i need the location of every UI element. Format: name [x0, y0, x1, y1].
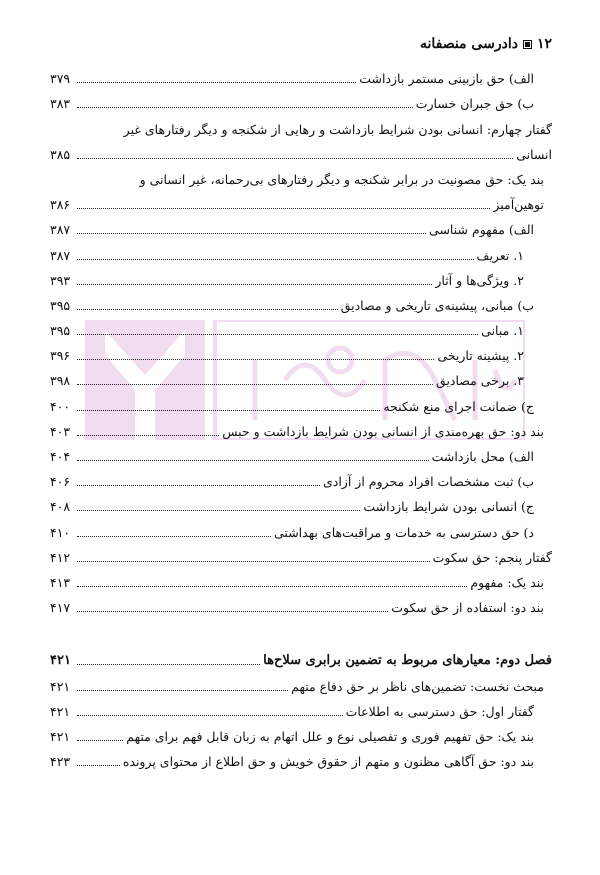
dot-leader	[77, 106, 413, 108]
page-number: ۱۲	[536, 36, 552, 52]
toc-entry[interactable]: الف) حق بازبینی مستمر بازداشت ۳۷۹	[50, 71, 534, 87]
book-title: دادرسی منصفانه	[419, 36, 518, 52]
dot-leader	[77, 689, 288, 691]
toc-entry[interactable]: د) حق دسترسی به خدمات و مراقبت‌های بهداشتی ۴۱۰	[50, 524, 534, 540]
dot-leader	[77, 358, 434, 360]
dot-leader	[77, 258, 474, 260]
dot-leader	[77, 663, 260, 665]
dot-leader	[77, 610, 388, 612]
dot-leader	[77, 459, 429, 461]
dot-leader	[77, 333, 478, 335]
toc-entry[interactable]: گفتار پنجم: حق سکوت ۴۱۲	[50, 549, 552, 565]
toc-entry[interactable]: انسانی ۳۸۵	[50, 146, 552, 162]
toc-entry[interactable]: الف) مفهوم شناسی ۳۸۷	[50, 222, 534, 238]
dot-leader	[77, 409, 380, 411]
toc-entry[interactable]: بند دو: حق بهره‌مندی از انسانی بودن شرایط بازداشت و حبس ۴۰۳	[50, 423, 544, 439]
toc-entry[interactable]: گفتار چهارم: انسانی بودن شرایط بازداشت و رهایی از شکنجه و دیگر رفتارهای غیر	[123, 121, 552, 137]
dot-leader	[77, 207, 490, 209]
toc-entry[interactable]: ج) ضمانت اجرای منع شکنجه ۴۰۰	[50, 398, 534, 414]
toc-entry[interactable]: بند دو: حق آگاهی مظنون و متهم از حقوق خویش و حق اطلاع از محتوای پرونده ۴۲۳	[50, 754, 534, 770]
toc-entry[interactable]: ج) انسانی بودن شرایط بازداشت ۴۰۸	[50, 499, 534, 515]
dot-leader	[77, 560, 430, 562]
toc-entry[interactable]: بند یک: حق مصونیت در برابر شکنجه و دیگر رفتارهای بی‌رحمانه، غیر انسانی و	[139, 171, 544, 187]
toc-entry[interactable]: الف) محل بازداشت ۴۰۴	[50, 449, 534, 464]
toc-chapter-entry[interactable]: فصل دوم: معیارهای مربوط به تضمین برابری سلاح‌ها ۴۲۱	[50, 653, 552, 669]
dot-leader	[77, 232, 426, 234]
dot-leader	[77, 81, 356, 83]
dot-leader	[77, 739, 123, 741]
toc-entry[interactable]: توهین‌آمیز ۳۸۶	[50, 197, 544, 213]
dot-leader	[77, 585, 467, 587]
section-gap	[50, 617, 552, 645]
toc-entry[interactable]: بند یک: حق تفهیم فوری و تفصیلی نوع و علل اتهام به زبان قابل فهم برای متهم ۴۲۱	[50, 728, 534, 744]
toc-entry[interactable]: ۳. برخی مصادیق ۳۹۸	[50, 373, 524, 389]
toc-entry[interactable]: ب) مبانی، پیشینه‌ی تاریخی و مصادیق ۳۹۵	[50, 297, 534, 313]
toc-entry[interactable]: مبحث نخست: تضمین‌های ناظر بر حق دفاع متهم ۴۲۱	[50, 678, 544, 694]
dot-leader	[77, 383, 433, 385]
toc-entry[interactable]: ۲. پیشینه تاریخی ۳۹۶	[50, 348, 524, 364]
page-header	[420, 36, 552, 52]
toc-entry[interactable]: ب) ثبت مشخصات افراد محروم از آزادی ۴۰۶	[50, 474, 534, 490]
table-of-contents	[50, 63, 552, 771]
filled-square-icon	[523, 40, 532, 49]
dot-leader	[77, 764, 120, 766]
toc-entry[interactable]: ۱. تعریف ۳۸۷	[50, 247, 524, 263]
toc-entry[interactable]: بند دو: استفاده از حق سکوت ۴۱۷	[50, 600, 544, 616]
dot-leader	[77, 484, 320, 486]
toc-entry[interactable]: ب) حق جبران خسارت ۳۸۳	[50, 96, 534, 112]
dot-leader	[77, 509, 360, 511]
dot-leader	[77, 283, 432, 285]
dot-leader	[77, 714, 343, 716]
toc-entry[interactable]: بند یک: مفهوم ۴۱۳	[50, 574, 544, 590]
dot-leader	[77, 157, 513, 159]
toc-entry[interactable]: ۱. مبانی ۳۹۵	[50, 323, 524, 339]
dot-leader	[77, 308, 338, 310]
toc-entry[interactable]: گفتار اول: حق دسترسی به اطلاعات ۴۲۱	[50, 703, 534, 719]
dot-leader	[77, 434, 219, 436]
dot-leader	[77, 535, 271, 537]
toc-entry[interactable]: ۲. ویژگی‌ها و آثار ۳۹۳	[50, 272, 524, 288]
